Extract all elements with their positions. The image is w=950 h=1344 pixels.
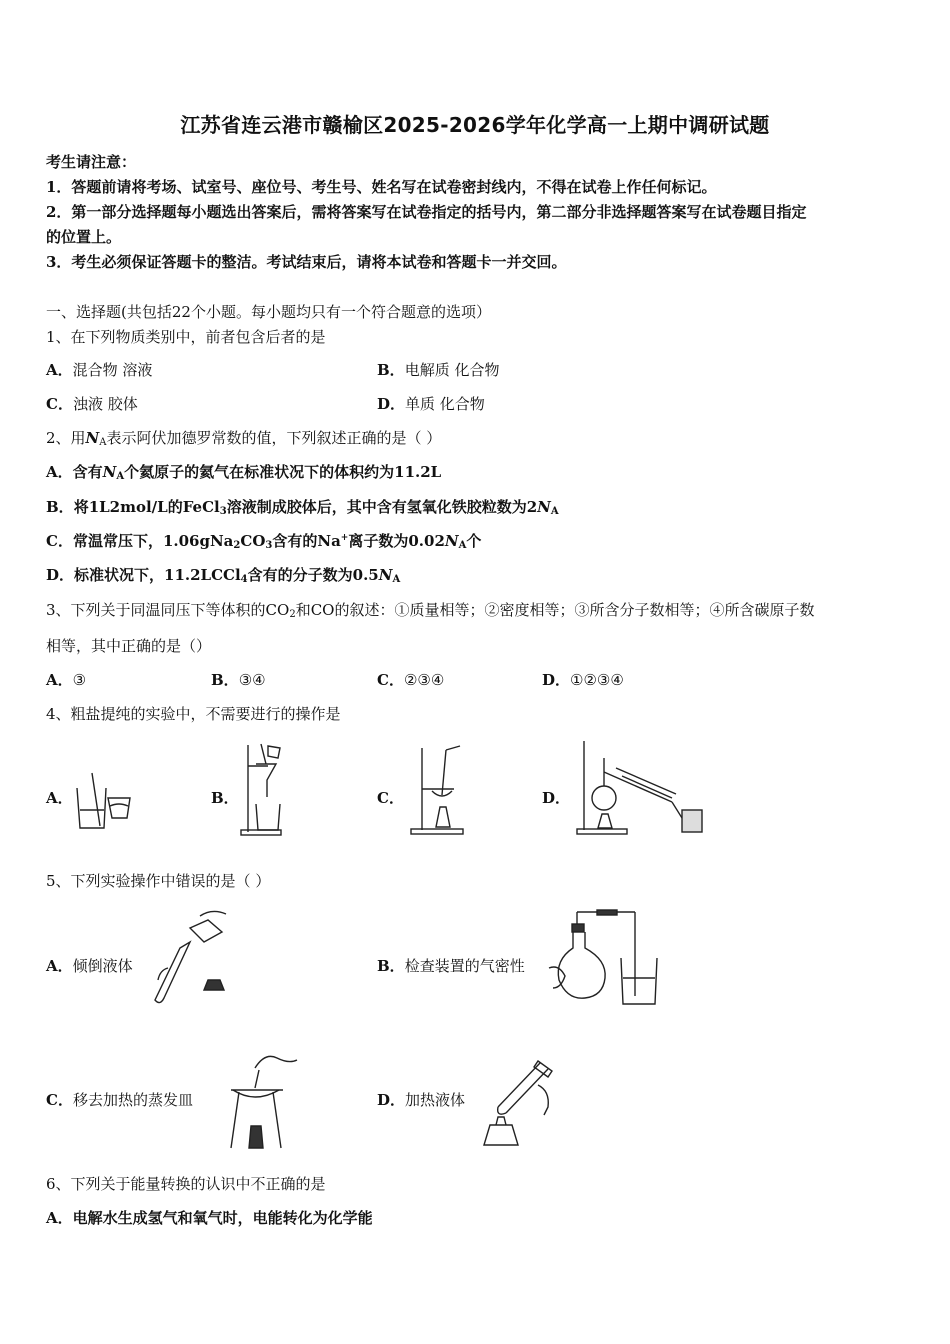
q4-option-b: B． (211, 789, 239, 807)
heating-liquid-figure (478, 1055, 563, 1150)
airtightness-check-figure (545, 908, 670, 1013)
q1-option-b: B．电解质 化合物 (377, 361, 500, 379)
q3-option-c: C．②③④ (377, 671, 445, 689)
evaporation-figure (408, 745, 468, 835)
q5-option-b: B．检查装置的气密性 (377, 957, 525, 975)
notice-item-2-cont: 的位置上。 (46, 228, 122, 246)
q3-stem-line2: 相等，其中正确的是（） (46, 637, 212, 655)
q4-option-d: D． (542, 789, 571, 807)
notice-item-1: 1．答题前请将考场、试室号、座位号、考生号、姓名写在试卷密封线内，不得在试卷上作任何标记。 (46, 178, 717, 196)
page-title: 江苏省连云港市赣榆区2025-2026学年化学高一上期中调研试题 (180, 113, 770, 137)
notice-heading: 考生请注意： (46, 153, 137, 171)
q5-option-d: D．加热液体 (377, 1091, 466, 1109)
filtration-figure (236, 742, 286, 837)
q2-stem: 2、用$N_A$表示阿伏加德罗常数的值，下列叙述正确的是（ ） (46, 429, 442, 448)
q5-stem: 5、下列实验操作中错误的是（ ） (46, 872, 271, 890)
q2-option-a: A．含有$N_A$个氦原子的氦气在标准状况下的体积约为11.2L (46, 463, 442, 482)
q4-option-c: C． (377, 789, 404, 807)
q4-stem: 4、粗盐提纯的实验中，不需要进行的操作是 (46, 705, 341, 723)
q1-option-d: D．单质 化合物 (377, 395, 485, 413)
q2-option-c: C．常温常压下，$1.06gNa_2CO_3$含有的Na+离子数为$0.02N_A$个 (46, 532, 482, 551)
q5-option-a: A．倾倒液体 (46, 957, 133, 975)
q2-option-d: D．标准状况下，11.2LCCl$_4$含有的分子数为$0.5N_A$ (46, 566, 401, 585)
evaporating-dish-figure (225, 1048, 305, 1153)
q2-option-b: B．将1L2mol/L的FeCl$_3$溶液制成胶体后，其中含有氢氧化铁胶粒数为$2N_A$ (46, 498, 559, 517)
q3-option-b: B．③④ (211, 671, 266, 689)
section-heading: 一、选择题(共包括22个小题。每小题均只有一个符合题意的选项） (46, 303, 491, 321)
q3-option-d: D．①②③④ (542, 671, 624, 689)
q6-stem: 6、下列关于能量转换的认识中不正确的是 (46, 1175, 326, 1193)
q4-option-a: A． (46, 789, 73, 807)
notice-item-3: 3．考生必须保证答题卡的整洁。考试结束后，请将本试卷和答题卡一并交回。 (46, 253, 567, 271)
q1-option-c: C．浊液 胶体 (46, 395, 138, 413)
q3-stem-line1: 3、下列关于同温同压下等体积的$CO_2$和CO的叙述：①质量相等；②密度相等；③所含分子数相等；④所含碳原子数 (46, 601, 815, 620)
q6-option-a: A．电解水生成氢气和氧气时，电能转化为化学能 (46, 1209, 373, 1227)
dissolving-figure (72, 768, 132, 833)
q5-option-c: C．移去加热的蒸发皿 (46, 1091, 193, 1109)
pouring-liquid-figure (150, 908, 235, 1013)
q1-stem: 1、在下列物质类别中，前者包含后者的是 (46, 328, 326, 346)
q1-option-a: A．混合物 溶液 (46, 361, 153, 379)
distillation-figure (572, 738, 707, 838)
notice-item-2: 2．第一部分选择题每小题选出答案后，需将答案写在试卷指定的括号内，第二部分非选择题答案写在试卷题目指定 (46, 203, 807, 221)
q3-option-a: A．③ (46, 671, 87, 689)
